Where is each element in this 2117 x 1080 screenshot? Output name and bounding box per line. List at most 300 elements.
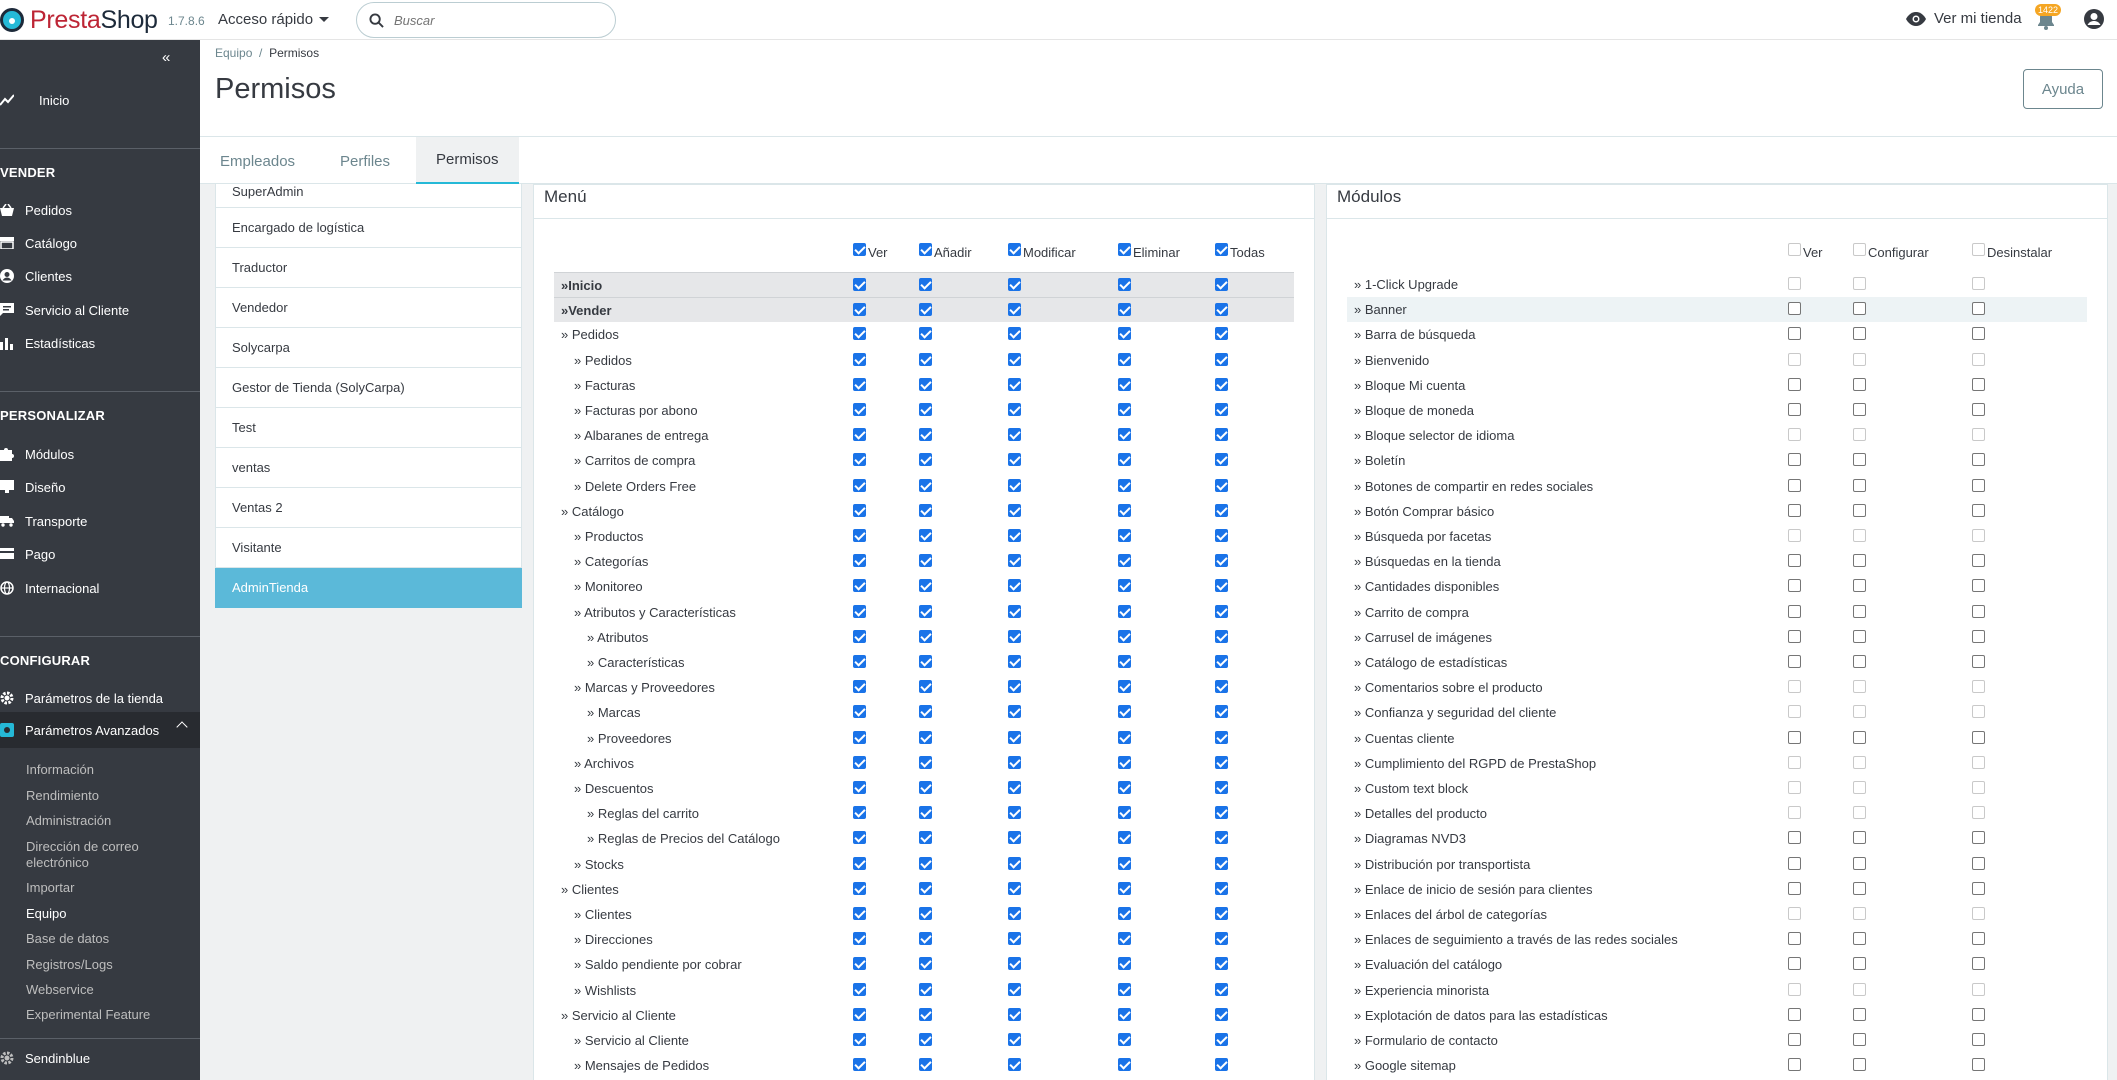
permission-checkbox[interactable] xyxy=(1215,1058,1228,1071)
permission-checkbox[interactable] xyxy=(919,554,932,567)
permission-checkbox[interactable] xyxy=(853,554,866,567)
sidebar-item-design[interactable] xyxy=(0,471,200,503)
module-checkbox[interactable] xyxy=(1972,327,1985,340)
permission-checkbox[interactable] xyxy=(1118,479,1131,492)
module-checkbox[interactable] xyxy=(1972,655,1985,668)
permission-checkbox[interactable] xyxy=(853,630,866,643)
permission-checkbox[interactable] xyxy=(1008,655,1021,668)
module-checkbox[interactable] xyxy=(1788,857,1801,870)
permission-checkbox[interactable] xyxy=(919,756,932,769)
permission-checkbox[interactable] xyxy=(1118,857,1131,870)
permission-checkbox[interactable] xyxy=(853,680,866,693)
permission-checkbox[interactable] xyxy=(853,957,866,970)
profile-item[interactable]: Test xyxy=(215,408,522,448)
permission-checkbox[interactable] xyxy=(1118,680,1131,693)
module-checkbox[interactable] xyxy=(1853,882,1866,895)
permission-checkbox[interactable] xyxy=(1215,705,1228,718)
credit-card-icon xyxy=(0,547,14,561)
permission-checkbox[interactable] xyxy=(919,1058,932,1071)
permission-checkbox[interactable] xyxy=(919,428,932,441)
module-checkbox[interactable] xyxy=(1853,1058,1866,1071)
breadcrumb-parent[interactable]: Equipo xyxy=(215,46,253,60)
select-all-checkbox[interactable] xyxy=(1853,243,1866,256)
permission-checkbox[interactable] xyxy=(1215,529,1228,542)
module-checkbox[interactable] xyxy=(1853,453,1866,466)
permission-checkbox[interactable] xyxy=(919,882,932,895)
permission-checkbox[interactable] xyxy=(1008,781,1021,794)
module-checkbox xyxy=(1853,907,1866,920)
permission-checkbox[interactable] xyxy=(919,605,932,618)
permission-checkbox[interactable] xyxy=(1215,756,1228,769)
module-checkbox[interactable] xyxy=(1972,1008,1985,1021)
permission-checkbox[interactable] xyxy=(1215,630,1228,643)
module-checkbox[interactable] xyxy=(1972,1033,1985,1046)
permission-checkbox[interactable] xyxy=(853,529,866,542)
permission-checkbox[interactable] xyxy=(919,831,932,844)
permission-checkbox[interactable] xyxy=(919,327,932,340)
permission-checkbox[interactable] xyxy=(853,428,866,441)
module-row xyxy=(1347,423,2087,448)
permission-checkbox[interactable] xyxy=(1215,1033,1228,1046)
permission-checkbox[interactable] xyxy=(1215,1008,1228,1021)
sidebar-item-sendinblue[interactable] xyxy=(0,1042,200,1074)
module-checkbox xyxy=(1853,705,1866,718)
permission-checkbox[interactable] xyxy=(919,278,932,291)
permission-checkbox[interactable] xyxy=(1118,731,1131,744)
permission-checkbox[interactable] xyxy=(1215,781,1228,794)
permission-checkbox[interactable] xyxy=(919,630,932,643)
permission-checkbox[interactable] xyxy=(853,378,866,391)
module-checkbox[interactable] xyxy=(1788,605,1801,618)
search-input[interactable] xyxy=(394,13,594,28)
module-checkbox[interactable] xyxy=(1853,378,1866,391)
module-checkbox[interactable] xyxy=(1972,957,1985,970)
sidebar-sub-performance[interactable]: Rendimiento xyxy=(26,788,99,803)
collapse-sidebar-icon[interactable]: « xyxy=(162,49,171,66)
permission-checkbox[interactable] xyxy=(1118,605,1131,618)
permission-checkbox[interactable] xyxy=(919,504,932,517)
permission-checkbox[interactable] xyxy=(1215,327,1228,340)
permission-checkbox[interactable] xyxy=(1008,983,1021,996)
permission-checkbox[interactable] xyxy=(1008,529,1021,542)
module-checkbox[interactable] xyxy=(1853,579,1866,592)
permission-checkbox[interactable] xyxy=(1118,554,1131,567)
module-checkbox[interactable] xyxy=(1853,554,1866,567)
sidebar-sub-information[interactable]: Información xyxy=(26,762,94,777)
module-checkbox[interactable] xyxy=(1853,1033,1866,1046)
permission-checkbox[interactable] xyxy=(1118,378,1131,391)
module-checkbox[interactable] xyxy=(1788,504,1801,517)
permission-checkbox[interactable] xyxy=(1008,857,1021,870)
module-checkbox[interactable] xyxy=(1788,453,1801,466)
permission-label: » Direcciones xyxy=(574,932,653,948)
permission-checkbox[interactable] xyxy=(919,680,932,693)
module-checkbox[interactable] xyxy=(1788,1008,1801,1021)
permission-checkbox[interactable] xyxy=(1118,353,1131,366)
permission-checkbox[interactable] xyxy=(919,1033,932,1046)
module-checkbox[interactable] xyxy=(1972,302,1985,315)
permission-checkbox[interactable] xyxy=(853,857,866,870)
sidebar-item-international[interactable] xyxy=(0,572,200,604)
permission-checkbox[interactable] xyxy=(919,479,932,492)
permission-checkbox[interactable] xyxy=(1008,378,1021,391)
permission-checkbox[interactable] xyxy=(1008,554,1021,567)
permission-checkbox[interactable] xyxy=(853,403,866,416)
permission-checkbox[interactable] xyxy=(1215,831,1228,844)
permission-checkbox[interactable] xyxy=(1215,479,1228,492)
permission-checkbox[interactable] xyxy=(919,932,932,945)
permission-checkbox[interactable] xyxy=(919,983,932,996)
module-checkbox[interactable] xyxy=(1853,327,1866,340)
permission-checkbox[interactable] xyxy=(1215,680,1228,693)
permission-checkbox[interactable] xyxy=(1118,831,1131,844)
module-checkbox[interactable] xyxy=(1853,932,1866,945)
permission-checkbox[interactable] xyxy=(1215,579,1228,592)
tab-permissions[interactable]: Permisos xyxy=(416,137,519,185)
permission-row xyxy=(554,700,1294,725)
permission-checkbox[interactable] xyxy=(1118,453,1131,466)
module-row xyxy=(1347,927,2087,952)
permission-checkbox[interactable] xyxy=(1118,655,1131,668)
permission-checkbox[interactable] xyxy=(853,756,866,769)
permission-checkbox[interactable] xyxy=(1008,705,1021,718)
module-row xyxy=(1347,675,2087,700)
module-checkbox[interactable] xyxy=(1788,302,1801,315)
sidebar-divider xyxy=(0,148,200,149)
permission-checkbox[interactable] xyxy=(853,781,866,794)
module-checkbox[interactable] xyxy=(1853,957,1866,970)
module-checkbox[interactable] xyxy=(1972,479,1985,492)
permission-checkbox[interactable] xyxy=(853,504,866,517)
permission-checkbox[interactable] xyxy=(853,731,866,744)
quick-access-dropdown[interactable] xyxy=(218,11,329,28)
module-checkbox[interactable] xyxy=(1788,403,1801,416)
permission-checkbox[interactable] xyxy=(1118,403,1131,416)
permission-checkbox[interactable] xyxy=(1008,579,1021,592)
module-checkbox[interactable] xyxy=(1972,882,1985,895)
profile-item[interactable]: Solycarpa xyxy=(215,328,522,368)
permission-checkbox[interactable] xyxy=(1008,1033,1021,1046)
module-checkbox[interactable] xyxy=(1788,579,1801,592)
permission-checkbox[interactable] xyxy=(853,1008,866,1021)
permission-checkbox[interactable] xyxy=(1118,882,1131,895)
sidebar-sub-import[interactable]: Importar xyxy=(26,880,75,895)
permission-checkbox[interactable] xyxy=(1008,303,1021,316)
module-checkbox[interactable] xyxy=(1788,479,1801,492)
profile-item[interactable]: Visitante xyxy=(215,528,522,568)
permission-checkbox[interactable] xyxy=(1118,579,1131,592)
sidebar-item-advanced-parameters[interactable] xyxy=(0,714,200,746)
permission-checkbox[interactable] xyxy=(1118,781,1131,794)
permission-checkbox[interactable] xyxy=(853,453,866,466)
permission-checkbox[interactable] xyxy=(1008,756,1021,769)
permission-checkbox[interactable] xyxy=(1215,605,1228,618)
module-checkbox[interactable] xyxy=(1788,327,1801,340)
permission-checkbox[interactable] xyxy=(1215,907,1228,920)
tab-employees[interactable]: Empleados xyxy=(220,152,296,170)
permission-checkbox[interactable] xyxy=(919,806,932,819)
module-checkbox[interactable] xyxy=(1972,554,1985,567)
select-all-checkbox[interactable] xyxy=(919,243,932,256)
permission-checkbox[interactable] xyxy=(853,806,866,819)
module-checkbox[interactable] xyxy=(1788,1033,1801,1046)
permission-checkbox[interactable] xyxy=(1215,453,1228,466)
module-checkbox[interactable] xyxy=(1972,403,1985,416)
permission-checkbox[interactable] xyxy=(853,579,866,592)
permission-checkbox[interactable] xyxy=(1008,403,1021,416)
profile-item[interactable]: Traductor xyxy=(215,248,522,288)
profile-item[interactable]: Vendedor xyxy=(215,288,522,328)
permission-checkbox[interactable] xyxy=(853,303,866,316)
sidebar-item-payment[interactable] xyxy=(0,538,200,570)
user-account-icon[interactable] xyxy=(2084,9,2104,29)
select-all-checkbox[interactable] xyxy=(1118,243,1131,256)
permission-checkbox[interactable] xyxy=(853,1033,866,1046)
permission-checkbox[interactable] xyxy=(1215,554,1228,567)
prestashop-logo[interactable] xyxy=(0,2,158,38)
permission-checkbox[interactable] xyxy=(1008,453,1021,466)
select-all-checkbox[interactable] xyxy=(853,243,866,256)
module-checkbox[interactable] xyxy=(1853,831,1866,844)
permission-checkbox[interactable] xyxy=(1215,278,1228,291)
module-checkbox[interactable] xyxy=(1853,504,1866,517)
profile-item[interactable]: Encargado de logística xyxy=(215,208,522,248)
select-all-checkbox[interactable] xyxy=(1215,243,1228,256)
permission-checkbox[interactable] xyxy=(919,579,932,592)
permission-checkbox[interactable] xyxy=(1008,504,1021,517)
sidebar-divider xyxy=(0,1038,200,1039)
sidebar-sub-webservice[interactable]: Webservice xyxy=(26,982,94,997)
module-checkbox[interactable] xyxy=(1788,630,1801,643)
module-checkbox[interactable] xyxy=(1788,882,1801,895)
permission-checkbox[interactable] xyxy=(853,655,866,668)
module-checkbox[interactable] xyxy=(1972,857,1985,870)
module-checkbox[interactable] xyxy=(1853,630,1866,643)
permission-checkbox[interactable] xyxy=(853,605,866,618)
sidebar-item-shipping[interactable] xyxy=(0,505,200,537)
permission-checkbox[interactable] xyxy=(1118,1033,1131,1046)
module-checkbox[interactable] xyxy=(1853,302,1866,315)
permission-checkbox[interactable] xyxy=(919,303,932,316)
permission-checkbox[interactable] xyxy=(919,907,932,920)
sidebar-item-customer-service[interactable] xyxy=(0,294,200,326)
permission-checkbox[interactable] xyxy=(919,403,932,416)
permission-checkbox[interactable] xyxy=(1008,731,1021,744)
permission-checkbox[interactable] xyxy=(1118,303,1131,316)
help-button[interactable]: Ayuda xyxy=(2023,69,2103,109)
tab-profiles[interactable]: Perfiles xyxy=(340,152,391,170)
sidebar-sub-logs[interactable]: Registros/Logs xyxy=(26,957,113,972)
permission-checkbox[interactable] xyxy=(1008,428,1021,441)
permission-checkbox[interactable] xyxy=(1008,806,1021,819)
permission-checkbox[interactable] xyxy=(1215,655,1228,668)
permission-checkbox[interactable] xyxy=(1008,882,1021,895)
permission-checkbox[interactable] xyxy=(1118,1058,1131,1071)
permission-checkbox[interactable] xyxy=(1008,630,1021,643)
permission-checkbox[interactable] xyxy=(1008,1008,1021,1021)
module-checkbox[interactable] xyxy=(1972,731,1985,744)
permission-checkbox[interactable] xyxy=(1008,1058,1021,1071)
sidebar-item-modules[interactable] xyxy=(0,438,200,470)
module-label: » Google sitemap xyxy=(1354,1058,1456,1074)
sidebar-item-stats[interactable] xyxy=(0,327,200,359)
sidebar-sub-experimental[interactable]: Experimental Feature xyxy=(26,1007,151,1022)
permission-checkbox[interactable] xyxy=(1118,630,1131,643)
module-permissions-panel xyxy=(1326,184,2108,1080)
sidebar-item-home[interactable] xyxy=(0,84,200,116)
permission-checkbox[interactable] xyxy=(1215,882,1228,895)
permission-checkbox[interactable] xyxy=(1008,932,1021,945)
view-store-link[interactable] xyxy=(1906,10,2022,27)
module-label: » Enlaces del árbol de categorías xyxy=(1354,907,1547,922)
permission-checkbox[interactable] xyxy=(1215,957,1228,970)
permission-checkbox[interactable] xyxy=(853,278,866,291)
permission-checkbox[interactable] xyxy=(853,353,866,366)
permission-checkbox[interactable] xyxy=(1118,983,1131,996)
permission-checkbox[interactable] xyxy=(1215,857,1228,870)
permission-label: » Marcas xyxy=(587,705,641,721)
module-checkbox[interactable] xyxy=(1788,932,1801,945)
permission-checkbox[interactable] xyxy=(1118,806,1131,819)
permission-checkbox[interactable] xyxy=(919,353,932,366)
permission-checkbox[interactable] xyxy=(1215,403,1228,416)
module-checkbox[interactable] xyxy=(1788,655,1801,668)
permission-checkbox[interactable] xyxy=(1008,479,1021,492)
module-row xyxy=(1347,574,2087,599)
module-checkbox[interactable] xyxy=(1972,630,1985,643)
module-checkbox[interactable] xyxy=(1853,479,1866,492)
permission-checkbox[interactable] xyxy=(919,655,932,668)
sidebar-sub-email[interactable]: Dirección de correo electrónico xyxy=(26,839,139,870)
permission-checkbox[interactable] xyxy=(1008,278,1021,291)
permission-checkbox[interactable] xyxy=(1008,353,1021,366)
module-row xyxy=(1347,448,2087,473)
permission-checkbox[interactable] xyxy=(1118,327,1131,340)
permission-checkbox[interactable] xyxy=(919,731,932,744)
permission-checkbox[interactable] xyxy=(853,705,866,718)
permission-checkbox[interactable] xyxy=(853,327,866,340)
permission-checkbox[interactable] xyxy=(1008,957,1021,970)
permission-checkbox[interactable] xyxy=(1008,327,1021,340)
sidebar-item-catalog[interactable] xyxy=(0,227,200,259)
permission-checkbox[interactable] xyxy=(1118,278,1131,291)
module-checkbox[interactable] xyxy=(1788,831,1801,844)
permission-checkbox[interactable] xyxy=(853,932,866,945)
sidebar-item-customers[interactable] xyxy=(0,260,200,292)
module-checkbox[interactable] xyxy=(1972,1058,1985,1071)
permission-checkbox[interactable] xyxy=(1215,983,1228,996)
module-checkbox[interactable] xyxy=(1972,605,1985,618)
module-checkbox[interactable] xyxy=(1788,731,1801,744)
profile-item[interactable]: AdminTienda xyxy=(215,568,522,608)
select-all-checkbox[interactable] xyxy=(1972,243,1985,256)
permission-checkbox[interactable] xyxy=(1215,428,1228,441)
permission-checkbox[interactable] xyxy=(919,857,932,870)
sidebar-sub-database[interactable]: Base de datos xyxy=(26,931,110,946)
module-checkbox[interactable] xyxy=(1853,403,1866,416)
permission-checkbox[interactable] xyxy=(1118,756,1131,769)
module-checkbox[interactable] xyxy=(1788,1058,1801,1071)
sidebar-sub-team[interactable]: Equipo xyxy=(26,906,67,921)
module-checkbox[interactable] xyxy=(1972,378,1985,391)
permission-checkbox[interactable] xyxy=(853,983,866,996)
select-all-checkbox[interactable] xyxy=(1008,243,1021,256)
module-checkbox[interactable] xyxy=(1788,554,1801,567)
module-checkbox[interactable] xyxy=(1788,378,1801,391)
permission-checkbox[interactable] xyxy=(919,378,932,391)
sidebar-item-shop-parameters[interactable] xyxy=(0,682,200,714)
module-checkbox[interactable] xyxy=(1972,579,1985,592)
permission-checkbox[interactable] xyxy=(1118,705,1131,718)
permission-checkbox[interactable] xyxy=(919,529,932,542)
permission-checkbox[interactable] xyxy=(919,453,932,466)
profile-item[interactable]: Gestor de Tienda (SolyCarpa) xyxy=(215,368,522,408)
profile-item[interactable]: SuperAdmin xyxy=(215,184,522,208)
permission-checkbox[interactable] xyxy=(853,907,866,920)
permission-checkbox[interactable] xyxy=(853,479,866,492)
trending-up-icon xyxy=(0,93,14,107)
module-checkbox[interactable] xyxy=(1972,831,1985,844)
permission-checkbox[interactable] xyxy=(1215,353,1228,366)
permission-checkbox[interactable] xyxy=(1118,932,1131,945)
permission-checkbox[interactable] xyxy=(853,882,866,895)
module-checkbox[interactable] xyxy=(1853,731,1866,744)
search-box[interactable] xyxy=(356,2,616,38)
permission-checkbox[interactable] xyxy=(1118,1008,1131,1021)
permission-checkbox[interactable] xyxy=(919,705,932,718)
permission-checkbox[interactable] xyxy=(1215,378,1228,391)
permission-checkbox[interactable] xyxy=(919,781,932,794)
module-checkbox[interactable] xyxy=(1972,453,1985,466)
permission-checkbox[interactable] xyxy=(1215,731,1228,744)
module-label: » Cantidades disponibles xyxy=(1354,579,1500,595)
module-checkbox xyxy=(1788,756,1801,769)
permission-checkbox[interactable] xyxy=(853,1058,866,1071)
module-checkbox[interactable] xyxy=(1853,1008,1866,1021)
module-checkbox[interactable] xyxy=(1788,957,1801,970)
permission-checkbox[interactable] xyxy=(1118,957,1131,970)
permission-checkbox[interactable] xyxy=(1215,932,1228,945)
permission-checkbox[interactable] xyxy=(1215,303,1228,316)
column-header: Añadir xyxy=(934,245,972,260)
permission-checkbox[interactable] xyxy=(1008,605,1021,618)
permission-checkbox[interactable] xyxy=(919,1008,932,1021)
sidebar-item-orders[interactable] xyxy=(0,194,200,226)
module-checkbox[interactable] xyxy=(1853,655,1866,668)
permission-checkbox[interactable] xyxy=(1008,907,1021,920)
permission-checkbox[interactable] xyxy=(1215,504,1228,517)
permission-row xyxy=(554,448,1294,473)
profile-item[interactable]: ventas xyxy=(215,448,522,488)
permission-checkbox[interactable] xyxy=(1008,831,1021,844)
module-checkbox[interactable] xyxy=(1972,504,1985,517)
permission-checkbox[interactable] xyxy=(1118,504,1131,517)
permission-checkbox[interactable] xyxy=(1118,428,1131,441)
caret-down-icon xyxy=(319,17,329,22)
profile-item[interactable]: Ventas 2 xyxy=(215,488,522,528)
permission-checkbox[interactable] xyxy=(1008,680,1021,693)
permission-checkbox[interactable] xyxy=(1118,529,1131,542)
module-checkbox[interactable] xyxy=(1853,605,1866,618)
module-checkbox[interactable] xyxy=(1853,857,1866,870)
module-checkbox[interactable] xyxy=(1972,932,1985,945)
permission-checkbox[interactable] xyxy=(853,831,866,844)
select-all-checkbox[interactable] xyxy=(1788,243,1801,256)
permission-checkbox[interactable] xyxy=(1215,806,1228,819)
sidebar-sub-administration[interactable]: Administración xyxy=(26,813,112,828)
permission-checkbox[interactable] xyxy=(1118,907,1131,920)
permission-checkbox[interactable] xyxy=(919,957,932,970)
